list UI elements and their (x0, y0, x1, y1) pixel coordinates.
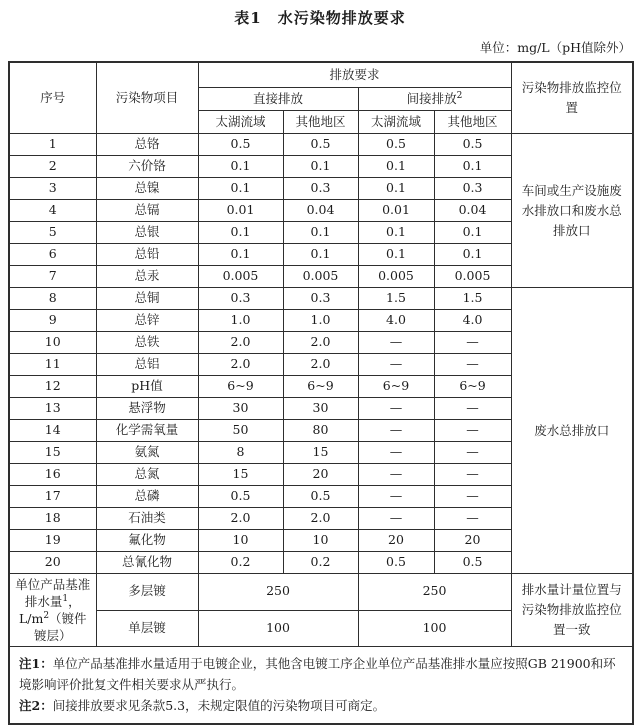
baseline-label-cell (9, 574, 96, 647)
cell-value: 0.5 (283, 486, 358, 508)
cell-pollutant: 总铜 (96, 288, 198, 310)
cell-no: 8 (9, 288, 96, 310)
cell-no: 4 (9, 200, 96, 222)
baseline-label-text: 单位产品基准排水量 (15, 577, 91, 609)
cell-value: 0.1 (434, 156, 511, 178)
cell-baseline-direct: 250 (198, 574, 358, 611)
cell-value: 20 (434, 530, 511, 552)
table-row (9, 288, 633, 310)
baseline-label-unit: ，L/m (18, 594, 81, 626)
cell-pollutant: 总铁 (96, 332, 198, 354)
header-requirement: 排放要求 (198, 62, 511, 88)
notes-cell (9, 647, 633, 725)
cell-no: 3 (9, 178, 96, 200)
cell-value: 80 (283, 420, 358, 442)
cell-value: — (358, 354, 434, 376)
cell-pollutant: 总铅 (96, 244, 198, 266)
cell-value: 30 (283, 398, 358, 420)
cell-plating-type: 单层镀 (96, 610, 198, 647)
cell-pollutant: 总银 (96, 222, 198, 244)
cell-no: 1 (9, 134, 96, 156)
cell-value: 0.005 (434, 266, 511, 288)
cell-pollutant: pH值 (96, 376, 198, 398)
header-indirect-label: 间接排放 (406, 90, 457, 106)
cell-value: 6~9 (358, 376, 434, 398)
cell-value: 1.0 (283, 310, 358, 332)
cell-no: 12 (9, 376, 96, 398)
cell-plating-type: 多层镀 (96, 574, 198, 611)
cell-value: 0.1 (358, 244, 434, 266)
header-indirect-other: 其他地区 (434, 111, 511, 134)
cell-no: 7 (9, 266, 96, 288)
monitoring-group-workshop: 车间或生产设施废水排放口和废水总排放口 (511, 134, 633, 288)
cell-pollutant: 氟化物 (96, 530, 198, 552)
cell-value: 10 (198, 530, 283, 552)
cell-value: 0.04 (434, 200, 511, 222)
cell-value: 1.5 (358, 288, 434, 310)
cell-pollutant: 石油类 (96, 508, 198, 530)
cell-value: 2.0 (283, 354, 358, 376)
cell-value: 0.1 (283, 222, 358, 244)
cell-no: 18 (9, 508, 96, 530)
cell-value: 0.005 (198, 266, 283, 288)
cell-value: 2.0 (283, 332, 358, 354)
cell-value: 0.005 (283, 266, 358, 288)
cell-value: — (358, 508, 434, 530)
cell-value: — (358, 486, 434, 508)
cell-pollutant: 总铝 (96, 354, 198, 376)
cell-value: 0.5 (434, 134, 511, 156)
cell-no: 6 (9, 244, 96, 266)
table-body (9, 134, 633, 725)
cell-value: — (358, 420, 434, 442)
cell-value: 6~9 (283, 376, 358, 398)
cell-value: 2.0 (198, 508, 283, 530)
table-row (9, 134, 633, 156)
cell-value: 0.5 (358, 552, 434, 574)
cell-pollutant: 总锌 (96, 310, 198, 332)
header-indirect-sup: 2 (456, 90, 463, 101)
cell-value: 0.5 (358, 134, 434, 156)
cell-no: 17 (9, 486, 96, 508)
cell-value: 0.1 (358, 178, 434, 200)
cell-baseline-indirect: 100 (358, 610, 511, 647)
cell-value: 0.01 (358, 200, 434, 222)
cell-value: — (358, 442, 434, 464)
cell-value: 30 (198, 398, 283, 420)
cell-value: 10 (283, 530, 358, 552)
note-2 (19, 695, 623, 716)
cell-no: 5 (9, 222, 96, 244)
cell-value: 8 (198, 442, 283, 464)
cell-no: 11 (9, 354, 96, 376)
header-indirect (358, 88, 511, 111)
cell-value: 1.5 (434, 288, 511, 310)
header-monitoring: 污染物排放监控位置 (511, 62, 633, 134)
baseline-label-sup1: 1 (62, 593, 69, 604)
cell-value: 4.0 (434, 310, 511, 332)
baseline-label-sup2: 2 (43, 610, 50, 621)
cell-value: — (434, 442, 511, 464)
header-index: 序号 (9, 62, 96, 134)
cell-no: 2 (9, 156, 96, 178)
cell-value: 2.0 (283, 508, 358, 530)
cell-value: 2.0 (198, 332, 283, 354)
cell-value: 0.5 (198, 486, 283, 508)
header-direct-taihu: 太湖流域 (198, 111, 283, 134)
cell-no: 13 (9, 398, 96, 420)
cell-value: — (434, 508, 511, 530)
cell-value: 0.2 (198, 552, 283, 574)
header-pollutant: 污染物项目 (96, 62, 198, 134)
cell-value: — (358, 464, 434, 486)
cell-value: — (434, 486, 511, 508)
emission-requirements-table (8, 61, 634, 725)
cell-value: 4.0 (358, 310, 434, 332)
cell-value: 0.3 (434, 178, 511, 200)
cell-pollutant: 总汞 (96, 266, 198, 288)
cell-value: — (434, 354, 511, 376)
cell-pollutant: 总镉 (96, 200, 198, 222)
cell-no: 19 (9, 530, 96, 552)
header-row-1 (9, 62, 633, 88)
cell-pollutant: 总镍 (96, 178, 198, 200)
cell-value: 0.5 (283, 134, 358, 156)
cell-pollutant: 总氰化物 (96, 552, 198, 574)
cell-pollutant: 氨氮 (96, 442, 198, 464)
cell-value: — (434, 464, 511, 486)
cell-value: 0.3 (198, 288, 283, 310)
cell-value: 15 (283, 442, 358, 464)
cell-no: 15 (9, 442, 96, 464)
cell-value: 0.1 (358, 222, 434, 244)
header-indirect-taihu: 太湖流域 (358, 111, 434, 134)
cell-value: — (358, 398, 434, 420)
cell-pollutant: 总氮 (96, 464, 198, 486)
cell-value: 0.1 (198, 244, 283, 266)
cell-value: 0.1 (198, 156, 283, 178)
cell-value: 0.01 (198, 200, 283, 222)
cell-value: 0.2 (283, 552, 358, 574)
cell-pollutant: 悬浮物 (96, 398, 198, 420)
cell-value: — (434, 420, 511, 442)
notes-row (9, 647, 633, 725)
cell-value: 50 (198, 420, 283, 442)
cell-baseline-indirect: 250 (358, 574, 511, 611)
cell-pollutant: 六价铬 (96, 156, 198, 178)
table-title: 表1 水污染物排放要求 (234, 9, 406, 27)
note-1-label: 注1： (19, 656, 53, 671)
cell-value: 0.1 (434, 222, 511, 244)
header-direct-other: 其他地区 (283, 111, 358, 134)
cell-value: 15 (198, 464, 283, 486)
unit-note: 单位：mg/L（pH值除外） (479, 40, 631, 55)
cell-no: 16 (9, 464, 96, 486)
cell-pollutant: 化学需氧量 (96, 420, 198, 442)
cell-value: — (358, 332, 434, 354)
cell-value: 1.0 (198, 310, 283, 332)
cell-pollutant: 总铬 (96, 134, 198, 156)
cell-value: 0.3 (283, 288, 358, 310)
cell-no: 9 (9, 310, 96, 332)
cell-no: 20 (9, 552, 96, 574)
baseline-label-paren: （镀件镀层） (33, 611, 87, 643)
cell-value: 0.5 (198, 134, 283, 156)
header-direct: 直接排放 (198, 88, 358, 111)
cell-value: 6~9 (434, 376, 511, 398)
cell-value: 6~9 (198, 376, 283, 398)
table-header (9, 62, 633, 134)
cell-value: — (434, 398, 511, 420)
cell-value: 0.1 (283, 156, 358, 178)
cell-value: 0.1 (198, 222, 283, 244)
note-1 (19, 653, 623, 695)
note-2-label: 注2： (19, 698, 53, 713)
cell-value: 2.0 (198, 354, 283, 376)
baseline-monitoring-cell: 排水量计量位置与污染物排放监控位置一致 (511, 574, 633, 647)
cell-value: 0.1 (434, 244, 511, 266)
cell-value: 0.005 (358, 266, 434, 288)
note-2-text: 间接排放要求见条款5.3，未规定限值的污染物项目可商定。 (52, 698, 386, 713)
cell-value: 0.1 (198, 178, 283, 200)
monitoring-group-outfall: 废水总排放口 (511, 288, 633, 574)
cell-value: 0.3 (283, 178, 358, 200)
cell-value: — (434, 332, 511, 354)
cell-value: 0.04 (283, 200, 358, 222)
note-1-text: 单位产品基准排水量适用于电镀企业，其他含电镀工序企业单位产品基准排水量应按照GB 21900和环境影响评价批复文件相关要求从严执行。 (19, 656, 616, 692)
cell-value: 20 (358, 530, 434, 552)
baseline-row-multilayer (9, 574, 633, 611)
cell-pollutant: 总磷 (96, 486, 198, 508)
cell-baseline-direct: 100 (198, 610, 358, 647)
cell-value: 0.5 (434, 552, 511, 574)
cell-no: 10 (9, 332, 96, 354)
cell-no: 14 (9, 420, 96, 442)
cell-value: 20 (283, 464, 358, 486)
cell-value: 0.1 (283, 244, 358, 266)
cell-value: 0.1 (358, 156, 434, 178)
